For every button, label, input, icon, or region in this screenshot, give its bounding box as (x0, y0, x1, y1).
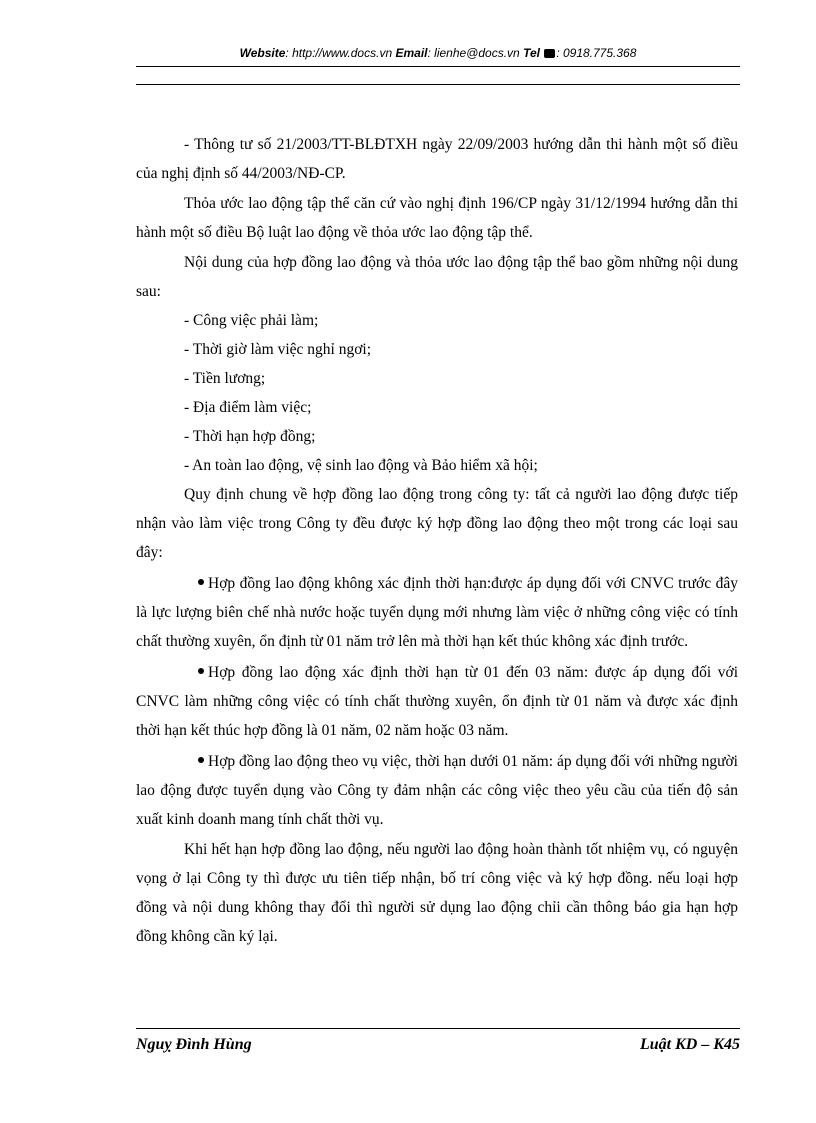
page-header (136, 46, 740, 60)
paragraph-renewal: Khi hết hạn hợp đồng lao động, nếu người lao động hoàn thành tốt nhiệm vụ, có nguyện vọng ở lại Công ty thì được ưu tiên tiếp nhận, bố trí công việc và ký hợp đồng. nếu loại hợp đồng và nội dung không thay đổi thì người sử dụng lao động chỉi cần thông báo gia hạn hợp đồng không cần ký lại. (136, 841, 738, 945)
bullet-text: Hợp đồng lao động theo vụ việc, thời hạn dưới 01 năm: áp dụng đối với những người lao động được tuyển dụng vào Công ty đảm nhận các công việc theo yêu cầu của tiến độ sản xuất kinh doanh mang tính chất thời vụ. (136, 753, 738, 828)
tel-value: : 0918.775.368 (556, 46, 637, 60)
bullet-icon (198, 579, 204, 585)
bullet-item (136, 747, 738, 834)
list-item: - Địa điểm làm việc; (184, 399, 312, 416)
header-rule (136, 66, 740, 67)
list-item: - An toàn lao động, vệ sinh lao động và Bảo hiểm xã hội; (184, 457, 538, 474)
footer-rule (136, 1028, 740, 1029)
website-label: Website (239, 46, 286, 60)
footer-author: Nguỵ Đình Hùng (136, 1036, 252, 1053)
bullet-item (136, 658, 738, 745)
list-item: - Thời hạn hợp đồng; (184, 428, 316, 445)
telephone-icon (544, 49, 555, 58)
paragraph-agreement: Thỏa ước lao động tập thể căn cứ vào nghị định 196/CP ngày 31/12/1994 hướng dẫn thi hành một số điều Bộ luật lao động về thỏa ước lao động tập thể. (136, 195, 738, 241)
email-value: : lienhe@docs.vn (427, 46, 520, 60)
header-rule-lower (136, 84, 740, 85)
list-item: - Thời giờ làm việc nghỉ ngơi; (184, 341, 372, 358)
paragraph-circular: - Thông tư số 21/2003/TT-BLĐTXH ngày 22/09/2003 hướng dẫn thi hành một số điều của nghị định số 44/2003/NĐ-CP. (136, 136, 738, 182)
footer-class: Luật KD – K45 (639, 1036, 740, 1053)
list-item: - Công việc phải làm; (184, 312, 319, 329)
website-value: : http://www.docs.vn (285, 46, 393, 60)
paragraph-contents: Nội dung của hợp đồng lao động và thỏa ước lao động tập thể bao gồm những nội dung sau: (136, 254, 738, 300)
bullet-text: Hợp đồng lao động không xác định thời hạn:được áp dụng đối với CNVC trước đây là lực lượng biên chế nhà nước hoặc tuyển dụng mới nhưng làm việc ở những công việc có tính chất thường xuyên, ổn định từ 01 năm trở lên mà thời hạn kết thúc không xác định trước. (136, 575, 738, 650)
bullet-item (136, 569, 738, 656)
paragraph-general-rule: Quy định chung về hợp đồng lao động trong công ty: tất cả người lao động được tiếp nhận vào làm việc trong Công ty đều được ký hợp đồng lao động theo một trong các loại sau đây: (136, 486, 738, 561)
document-body (136, 130, 738, 951)
bullet-text: Hợp đồng lao động xác định thời hạn từ 01 đến 03 năm: được áp dụng đối với CNVC làm những công việc có tính chất thường xuyên, ổn định từ 01 năm và được xác định thời hạn kết thúc hợp đồng là 01 năm, 02 năm hoặc 03 năm. (136, 664, 738, 739)
email-label: Email (395, 46, 428, 60)
bullet-icon (198, 757, 204, 763)
bullet-icon (198, 668, 204, 674)
list-item: - Tiền lương; (184, 370, 266, 387)
tel-label: Tel (523, 46, 540, 60)
